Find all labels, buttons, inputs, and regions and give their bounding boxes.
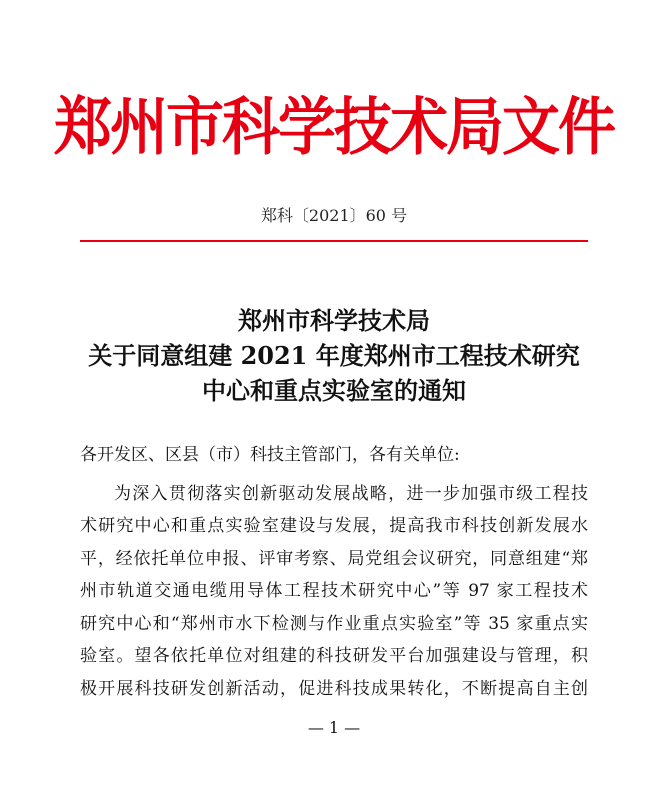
title-line-3: 中心和重点实验室的通知 (202, 376, 466, 405)
body-line: 州市轨道交通电缆用导体工程技术研究中心”等 97 家工程技术 (80, 581, 588, 601)
body-line: 平，经依托单位申报、评审考察、局党组会议研究，同意组建“郑 (80, 549, 588, 569)
salutation: 各开发区、区县（市）科技主管部门，各有关单位: (80, 445, 460, 465)
masthead-title: 郑州市科学技术局文件 (53, 90, 614, 164)
body-line: 极开展科技研发创新活动，促进科技成果转化，不断提高自主创 (80, 679, 588, 699)
red-divider-line (80, 240, 588, 242)
body-line: 为深入贯彻落实创新驱动发展战略，进一步加强市级工程技 (114, 484, 588, 504)
body-line: 研究中心和“郑州市水下检测与作业重点实验室”等 35 家重点实 (80, 614, 588, 634)
page-number: — 1 — (307, 718, 361, 737)
body-line: 术研究中心和重点实验室建设与发展，提高我市科技创新发展水 (80, 516, 588, 536)
title-line-1: 郑州市科学技术局 (238, 306, 430, 335)
document-number: 郑科〔2021〕60 号 (260, 206, 408, 225)
title-line-2: 关于同意组建 2021 年度郑州市工程技术研究 (88, 341, 580, 370)
body-line: 验室。望各依托单位对组建的科技研发平台加强建设与管理，积 (80, 646, 588, 666)
